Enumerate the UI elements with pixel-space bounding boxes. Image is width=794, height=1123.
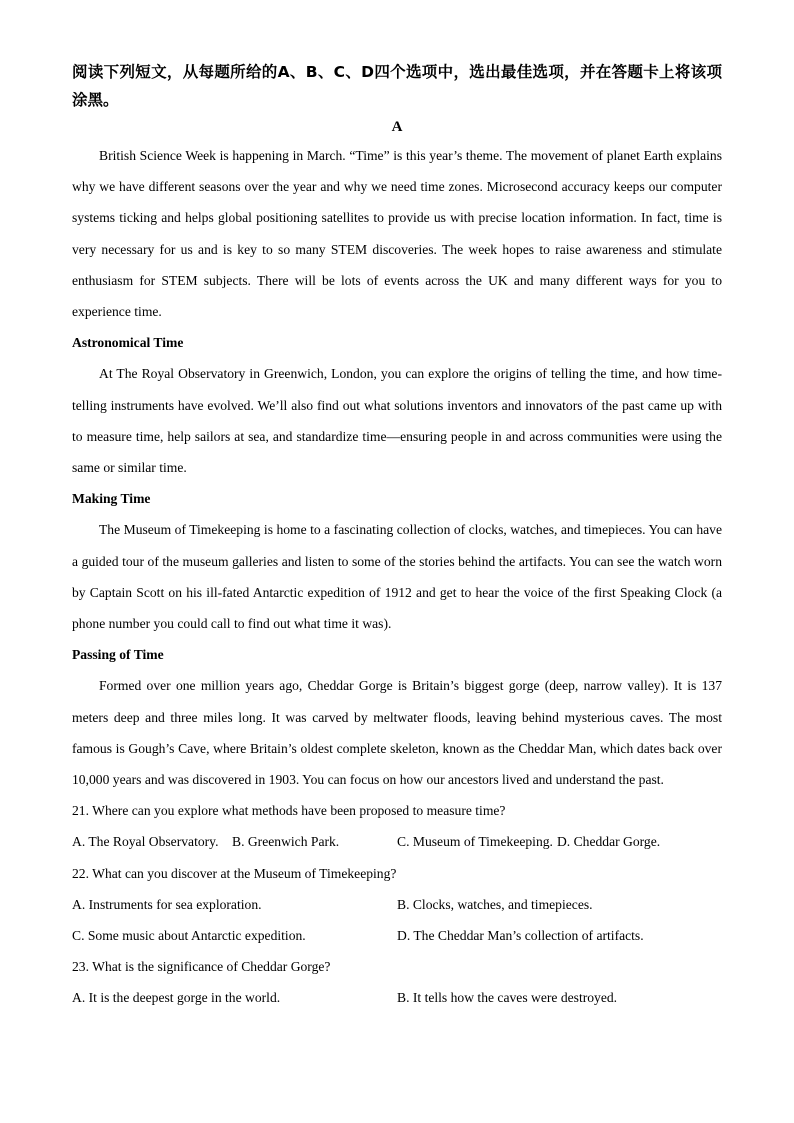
question-21-options — [72, 826, 722, 857]
section-text-passing-of-time: Formed over one million years ago, Cheddar Gorge is Britain’s biggest gorge (deep, narrow valley). It is 137 meters deep and three miles long. It was carved by meltwater floods, leaving behind mysterious caves. The most famous is Gough’s Cave, where Britain’s oldest complete skeleton, known as the Cheddar Man, which dates back over 10,000 years and was discovered in 1903. You can focus on how our ancestors lived and understand the past. — [72, 678, 722, 788]
question-22-option-c[interactable]: C. Some music about Antarctic expedition. — [72, 928, 306, 944]
question-23-option-a[interactable]: A. It is the deepest gorge in the world. — [72, 990, 281, 1006]
section-heading-passing-of-time: Passing of Time — [72, 647, 164, 663]
question-22-option-a[interactable]: A. Instruments for sea exploration. — [72, 896, 262, 912]
passage-letter: A — [391, 119, 403, 135]
question-23-option-b[interactable]: B. It tells how the caves were destroyed. — [397, 990, 618, 1006]
exam-page — [72, 58, 722, 1014]
section-heading-making-time: Making Time — [72, 491, 151, 507]
question-22-option-b[interactable]: B. Clocks, watches, and timepieces. — [397, 896, 593, 912]
instructions: 阅读下列短文，从每题所给的A、B、C、D四个选项中，选出最佳选项，并在答题卡上将该项涂黑。 — [72, 63, 722, 109]
question-22-options-row-2 — [72, 920, 722, 951]
question-21-option-c[interactable]: C. Museum of Timekeeping. — [397, 834, 553, 850]
question-23-stem: 23. What is the significance of Cheddar Gorge? — [72, 959, 331, 975]
section-text-astronomical-time: At The Royal Observatory in Greenwich, London, you can explore the origins of telling the time, and how time-telling instruments have evolved. We’ll also find out what solutions inventors and innovators of the past came up with to measure time, help sailors at sea, and standardize time—ensuring people in and across communities were using the same or similar time. — [72, 366, 722, 476]
section-heading-astronomical-time: Astronomical Time — [72, 335, 184, 351]
question-21-option-d[interactable]: D. Cheddar Gorge. — [556, 834, 661, 850]
question-21-stem: 21. Where can you explore what methods have been proposed to measure time? — [72, 803, 506, 819]
intro-paragraph: British Science Week is happening in March. “Time” is this year’s theme. The movement of planet Earth explains why we have different seasons over the year and why we need time zones. Microsecond accuracy keeps our computer systems ticking and helps global positioning satellites to provide us with precise location information. In fact, time is very necessary for us and is key to so many STEM discoveries. The week hopes to raise awareness and stimulate enthusiasm for STEM subjects. There will be lots of events across the UK and many different ways for you to experience time. — [72, 148, 722, 320]
question-21-option-a[interactable]: A. The Royal Observatory. — [72, 834, 219, 850]
question-21-option-b[interactable]: B. Greenwich Park. — [232, 834, 340, 850]
question-22-options-row-1 — [72, 889, 722, 920]
section-text-making-time: The Museum of Timekeeping is home to a fascinating collection of clocks, watches, and timepieces. You can have a guided tour of the museum galleries and listen to some of the stories behind the artifacts. You can see the watch worn by Captain Scott on his ill-fated Antarctic expedition of 1912 and get to hear the voice of the first Speaking Clock (a phone number you could call to find out what time it was). — [72, 522, 722, 632]
question-23-options-row-1 — [72, 982, 722, 1013]
question-22-stem: 22. What can you discover at the Museum of Timekeeping? — [72, 865, 397, 881]
question-22-option-d[interactable]: D. The Cheddar Man’s collection of artifacts. — [397, 928, 644, 944]
